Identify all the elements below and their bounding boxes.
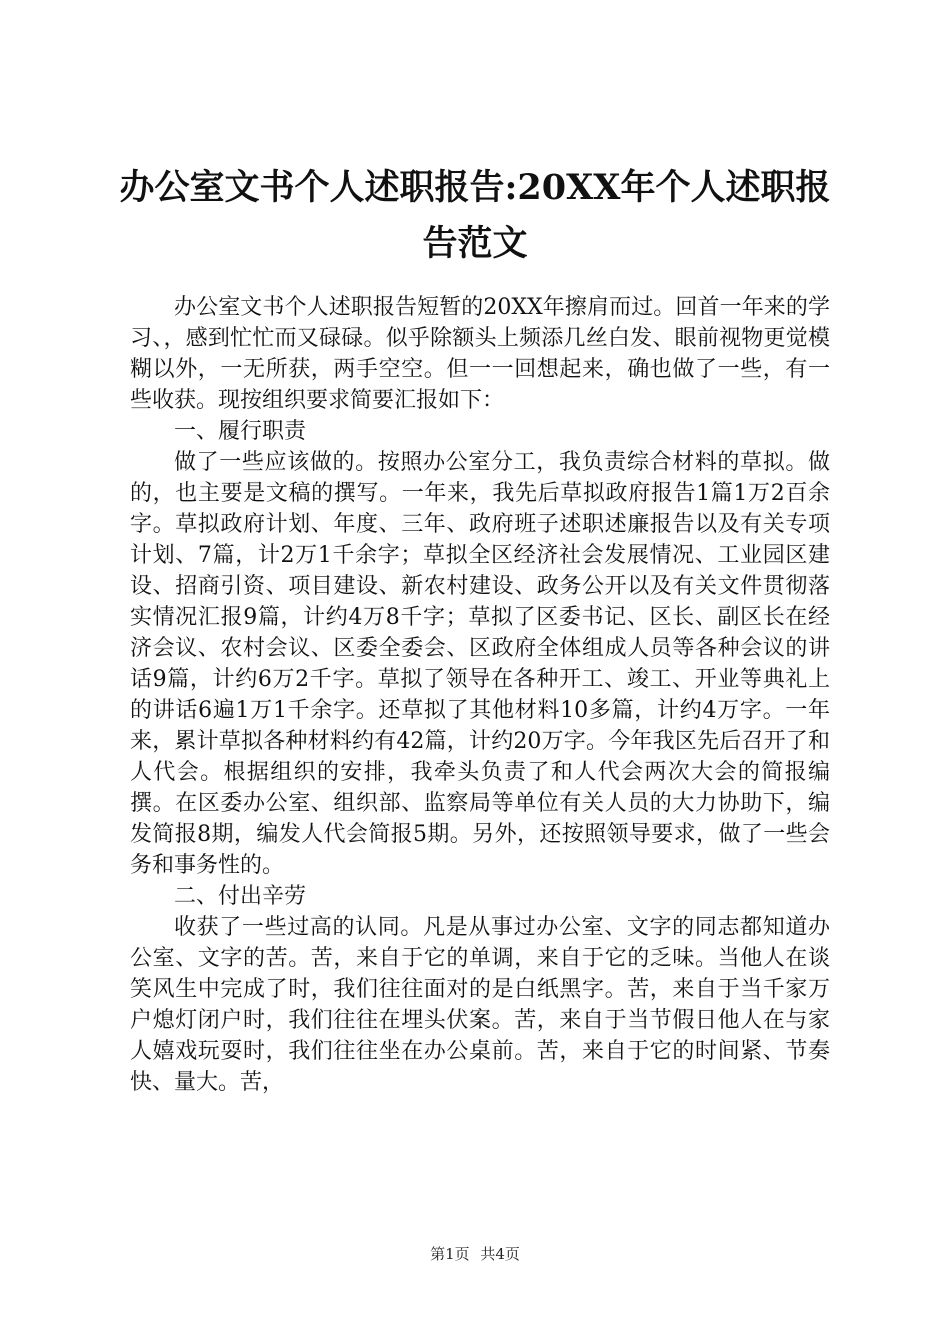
page-number: 第1页 [430,1245,470,1263]
duties-paragraph: 做了一些应该做的。按照办公室分工，我负责综合材料的草拟。做的，也主要是文稿的撰写。一年来，我先后草拟政府报告1篇1万2百余字。草拟政府计划、年度、三年、政府班子述职述廉报告以及有关专项计划、7篇，计2万1千余字；草拟全区经济社会发展情况、工业园区建设、招商引资、项目建设、新农村建设、政务公开以及有关文件贯彻落实情况汇报9篇，计约4万8千字；草拟了区委书记、区长、副区长在经济会议、农村会议、区委全委会、区政府全体组成人员等各种会议的讲话9篇，计约6万2千字。草拟了领导在各种开工、竣工、开业等典礼上的讲话6遍1万1千余字。还草拟了其他材料10多篇，计约4万字。一年来，累计草拟各种材料约有42篇，计约20万字。今年我区先后召开了和人代会。根据组织的安排，我牵头负责了和人代会两次大会的简报编撰。在区委办公室、组织部、监察局等单位有关人员的大力协助下，编发简报8期，编发人代会简报5期。另外，还按照领导要求，做了一些会务和事务性的。 [130,450,830,878]
effort-paragraph: 收获了一些过高的认同。凡是从事过办公室、文字的同志都知道办公室、文字的苦。苦，来自于它的单调，来自于它的乏味。当他人在谈笑风生中完成了时，我们往往面对的是白纸黑字。苦，来自于当千家万户熄灯闭户时，我们往往在埋头伏案。苦，来自于当节假日他人在与家人嬉戏玩耍时，我们往往坐在办公桌前。苦，来自于它的时间紧、节奏快、量大。苦， [130,915,830,1095]
page-title [110,160,840,272]
title-line-1: 办公室文书个人述职报告:20XX年个人述职报 [119,167,831,208]
section-heading-effort: 二、付出辛劳 [174,884,307,909]
section-heading-duties: 一、履行职责 [174,419,307,444]
page-footer [0,1243,950,1265]
page-total: 共4页 [480,1245,520,1263]
intro-paragraph: 办公室文书个人述职报告短暂的20XX年擦肩而过。回首一年来的学习、，感到忙忙而又碌碌。似乎除额头上频添几丝白发、眼前视物更觉模糊以外，一无所获，两手空空。但一一回想起来，确也做了一些，有一些收获。现按组织要求简要汇报如下： [130,295,830,413]
document-body [130,292,830,1098]
title-line-2: 告范文 [422,223,528,264]
